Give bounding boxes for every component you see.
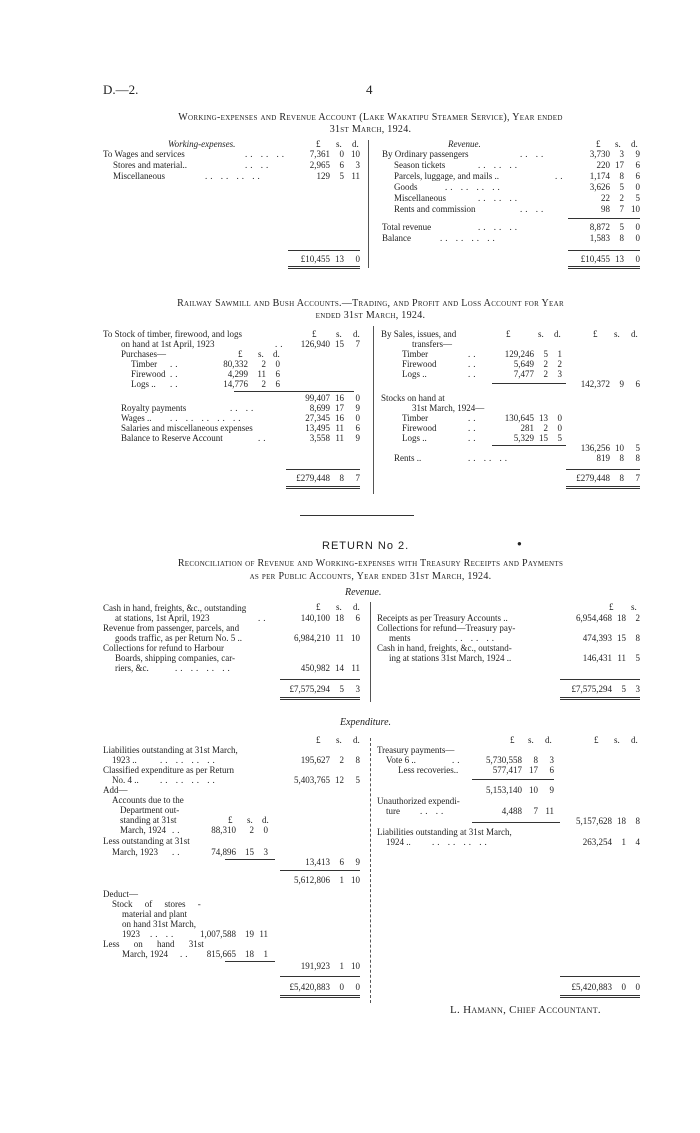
s4-acc-l2: Department out-: [120, 805, 180, 815]
s2-item-d-3: 9: [355, 433, 360, 443]
s1-right-d-2: 6: [635, 171, 640, 181]
s3-right-1-d: 8: [635, 633, 640, 643]
s4-ded-s: 19: [245, 929, 254, 939]
s2-item-p-1: 27,345: [305, 413, 330, 423]
s1-right-label-4: Miscellaneous: [394, 193, 446, 203]
s4-liab-r-p: 263,254: [582, 837, 612, 847]
s1-right-label-2: Parcels, luggage, and mails ..: [394, 171, 499, 181]
s2-rents-label: Rents ..: [394, 453, 422, 463]
s2-title-line2: ended 31st March, 1924.: [315, 310, 426, 321]
s4-tp-total-p: 5,157,628: [576, 816, 612, 826]
s1-l-cur-d: d.: [352, 139, 359, 149]
s3-right-2-d: 5: [635, 653, 640, 663]
s4-ded-d: 11: [259, 929, 268, 939]
s1-left-s-1: 6: [339, 160, 344, 170]
s4-vote-p: 5,730,558: [486, 755, 522, 765]
s2-item-s-1: 16: [335, 413, 344, 423]
s4-sub-d: 10: [351, 875, 360, 885]
s1-left-d-1: 3: [355, 160, 360, 170]
s4-total-left-s: 0: [339, 982, 344, 992]
doc-reference: D.—2.: [103, 82, 139, 97]
s1-total-rev-label: Total revenue: [382, 222, 432, 232]
s2-sales-label-2: Logs ..: [402, 369, 427, 379]
s2-sales-label-1: Firewood: [402, 359, 437, 369]
s2-item-p-2: 13,495: [305, 423, 330, 433]
s4-sub-s: 1: [339, 875, 344, 885]
s3-right-2-l1: Cash in hand, freights, &c., outstand-: [377, 643, 512, 653]
s4-acc-cur-d: d.: [262, 815, 269, 825]
s3-left-0-l2: at stations, 1st April, 1923: [115, 613, 210, 623]
s4-acc-l4: March, 1924: [120, 825, 166, 835]
s1-left-p-0: 7,361: [309, 149, 330, 159]
s4-acc-d: 0: [263, 825, 268, 835]
s4-total-right-p: £5,420,883: [571, 982, 612, 992]
s4-tp-total-s: 18: [617, 816, 626, 826]
s2-pur-cur-d: d.: [273, 349, 280, 359]
s4-unauth-d: 11: [545, 806, 554, 816]
s4-sub-p: 5,612,806: [294, 875, 330, 885]
s3-total-left-p: £7,575,294: [289, 684, 330, 694]
s3-left-1-p: 6,984,210: [294, 633, 330, 643]
s2-pur-cur-s: s.: [258, 349, 264, 359]
s2-total-right-d: 7: [635, 473, 640, 483]
s2-sales-s-2: 2: [543, 369, 548, 379]
s3-right-1-l1: Collections for refund—Treasury pay-: [377, 623, 516, 633]
s3-left-0-l1: Cash in hand, freights, &c., outstanding: [103, 603, 247, 613]
s3-total-right-s: 5: [621, 684, 626, 694]
s2-sales-s-0: 5: [543, 349, 548, 359]
s4-liab-p: 195,627: [300, 755, 330, 765]
s1-right-d-3: 0: [635, 182, 640, 192]
s4-less-l1: Less outstanding at 31st: [103, 836, 190, 846]
s1-right-p-1: 220: [596, 160, 610, 170]
s4-total-left-p: £5,420,883: [289, 982, 330, 992]
s3-left-1-s: 11: [335, 633, 344, 643]
s4-liab-l2: 1923 ..: [112, 755, 137, 765]
s2-item-s-0: 17: [335, 403, 344, 413]
s4-r-cur-p: £: [594, 735, 599, 745]
s1-right-label-3: Goods: [394, 182, 418, 192]
s2-stock-p: 126,940: [300, 339, 330, 349]
s2-stock-s: 15: [335, 339, 344, 349]
s3-left-0-d: 6: [355, 613, 360, 623]
s2-pur-total-s: 16: [335, 393, 344, 403]
s1-left-d-2: 11: [351, 171, 360, 181]
s2-rents-d: 8: [635, 453, 640, 463]
s1-title-line2: 31st March, 1924.: [329, 124, 412, 135]
s1-balance-s: 8: [619, 233, 624, 243]
s4-m-cur-d: d.: [545, 735, 552, 745]
s4-ded-net-d: 10: [351, 961, 360, 971]
s4-ded-l2: material and plant: [122, 909, 187, 919]
s3-right-2-p: 146,431: [582, 653, 612, 663]
s4-ded-l3: on hand 31st March,: [122, 919, 196, 929]
s2-stocks-total-p: 136,256: [580, 443, 610, 453]
s1-right-s-5: 7: [619, 204, 624, 214]
s4-rec-p: 577,417: [492, 765, 522, 775]
s4-subheading: Expenditure.: [340, 717, 392, 728]
s4-rec-d: 6: [549, 765, 554, 775]
s2-total-right-p: £279,448: [576, 473, 610, 483]
s3-right-1-p: 474,393: [582, 633, 612, 643]
s1-r-cur-d: d.: [631, 139, 638, 149]
s3-subheading: Revenue.: [345, 587, 382, 598]
s2-pur-p-1: 4,299: [227, 369, 248, 379]
s4-rec-s: 17: [529, 765, 538, 775]
s1-right-label-0: By Ordinary passengers: [382, 149, 469, 159]
s3-left-1-l2: goods traffic, as per Return No. 5 ..: [115, 633, 243, 643]
s4-acc-s: 2: [249, 825, 254, 835]
s2-total-right-s: 8: [619, 473, 624, 483]
s4-unauth-p: 4,488: [501, 806, 522, 816]
s1-right-p-0: 3,730: [589, 149, 610, 159]
s4-ded-l1: Stock of stores -: [112, 899, 201, 909]
s4-net-d: 9: [355, 857, 360, 867]
s1-title-line1: Working-expenses and Revenue Account (Lake Wakatipu Steamer Service), Year ended: [178, 112, 563, 123]
s4-tp: Treasury payments—: [377, 745, 455, 755]
s2-stocks-total-s: 10: [615, 443, 624, 453]
s2-pur-d-2: 6: [275, 379, 280, 389]
s3-left-2-p: 450,982: [300, 663, 330, 673]
s2-stocks-label-2: Logs ..: [402, 433, 427, 443]
s4-liab-r-l2: 1924 ..: [386, 837, 411, 847]
s2-item-label-0: Royalty payments: [121, 403, 187, 413]
s1-left-d-0: 10: [351, 149, 360, 159]
s2-stocks-d-1: 0: [557, 423, 562, 433]
s2-sales-p-1: 5,649: [513, 359, 534, 369]
s2-pur-total-p: 99,407: [305, 393, 330, 403]
s1-left-label-2: Miscellaneous: [113, 171, 165, 181]
s1-left-label-0: To Wages and services: [103, 149, 185, 159]
s2-sales-l1: By Sales, issues, and: [381, 329, 457, 339]
s4-deduct: Deduct—: [103, 889, 138, 899]
s4-ded-less-l1: Less on hand 31st: [103, 939, 204, 949]
s4-rec-label: Less recoveries..: [398, 765, 459, 775]
s3-left-1-d: 10: [351, 633, 360, 643]
s2-sales-s-1: 2: [543, 359, 548, 369]
s3-left-2-l2: Boards, shipping companies, car-: [115, 653, 236, 663]
return-title: RETURN No 2.: [322, 540, 410, 552]
s4-ded-less-d: 1: [263, 949, 268, 959]
s1-right-p-5: 98: [601, 204, 610, 214]
s3-right-1-s: 15: [617, 633, 626, 643]
s2-item-d-0: 9: [355, 403, 360, 413]
s2-rents-s: 8: [619, 453, 624, 463]
s2-stock-d: 7: [355, 339, 360, 349]
s1-right-p-3: 3,626: [589, 182, 610, 192]
s1-left-p-1: 2,965: [309, 160, 330, 170]
s2-sales-d-1: 2: [557, 359, 562, 369]
s3-total-left-s: 5: [339, 684, 344, 694]
signature: L. Hamann, Chief Accountant.: [450, 1004, 601, 1016]
s4-ded-l4: 1923: [122, 929, 140, 939]
s3-left-1-l1: Revenue from passenger, parcels, and: [103, 623, 240, 633]
s4-less-s: 15: [245, 847, 254, 857]
s1-right-d-4: 5: [635, 193, 640, 203]
page-number: 4: [366, 82, 373, 97]
s1-total-left-p: £10,455: [300, 254, 330, 264]
s4-ded-less-l2: March, 1924: [122, 949, 168, 959]
s4-less-l2: March, 1923: [112, 847, 158, 857]
s2-stock-l2: on hand at 1st April, 1923: [121, 339, 215, 349]
s4-vote-net-p: 5,153,140: [486, 785, 522, 795]
s2-stocks-p-1: 281: [520, 423, 534, 433]
s4-class-l2: No. 4 ..: [112, 775, 139, 785]
s1-right-s-3: 5: [619, 182, 624, 192]
s4-ded-net-p: 191,923: [300, 961, 330, 971]
s3-left-2-l3: riers, &c.: [115, 663, 149, 673]
s4-acc-cur-s: s.: [247, 815, 253, 825]
s1-right-p-4: 22: [601, 193, 610, 203]
s2-stocks-total-d: 5: [635, 443, 640, 453]
s2-stocks-p-2: 5,329: [513, 433, 534, 443]
s1-total-left-d: 0: [355, 254, 360, 264]
s4-less-p: 74,896: [211, 847, 236, 857]
s2-stocks-d-2: 5: [557, 433, 562, 443]
s2-sales-d-0: 1: [557, 349, 562, 359]
s2-item-s-2: 11: [335, 423, 344, 433]
s4-class-p: 5,403,765: [294, 775, 330, 785]
s2-item-d-2: 6: [355, 423, 360, 433]
s2-item-p-0: 8,699: [309, 403, 330, 413]
s2-stocks-s-1: 2: [543, 423, 548, 433]
s2-stocks-l2: 31st March, 1924—: [412, 403, 485, 413]
s4-liab-l1: Liabilities outstanding at 31st March,: [103, 745, 238, 755]
s3-left-2-l1: Collections for refund to Harbour: [103, 643, 224, 653]
s2-item-label-2: Salaries and miscellaneous expenses: [121, 423, 253, 433]
s1-left-heading: Working-expenses.: [168, 139, 236, 149]
s2-purchases: Purchases—: [121, 349, 166, 359]
s1-balance-p: 1,583: [589, 233, 610, 243]
s4-total-right-d: 0: [635, 982, 640, 992]
s1-total-rev-p: 8,872: [589, 222, 610, 232]
s4-ded-p: 1,007,588: [200, 929, 236, 939]
s2-sales-total-s: 9: [619, 379, 624, 389]
s2-total-left-d: 7: [355, 473, 360, 483]
s3-title-line2: as per Public Accounts, Year ended 31st March, 1924.: [249, 571, 492, 582]
s3-title-line1: Reconciliation of Revenue and Working-expenses with Treasury Receipts and Payments: [177, 558, 564, 569]
s4-vote-net-s: 10: [529, 785, 538, 795]
s4-vote-net-d: 9: [549, 785, 554, 795]
s4-r-cur-s: s.: [614, 735, 620, 745]
s1-right-d-0: 9: [635, 149, 640, 159]
s3-right-0-s: 18: [617, 613, 626, 623]
s4-m-cur-s: s.: [528, 735, 534, 745]
s4-acc-l3: standing at 31st: [120, 815, 177, 825]
s2-stocks-l1: Stocks on hand at: [381, 393, 445, 403]
s2-stocks-d-0: 0: [557, 413, 562, 423]
s2-pur-s-1: 11: [257, 369, 266, 379]
s4-class-l1: Classified expenditure as per Return: [103, 765, 234, 775]
s3-total-right-p: £7,575,294: [571, 684, 612, 694]
s2-pur-d-0: 0: [275, 359, 280, 369]
s2-pur-label-2: Logs ..: [131, 379, 156, 389]
s1-right-s-0: 3: [619, 149, 624, 159]
s3-right-0-d: 2: [635, 613, 640, 623]
s2-sales-d-2: 3: [557, 369, 562, 379]
s1-l-cur-p: £: [316, 139, 321, 149]
s3-left-2-d: 11: [351, 663, 360, 673]
s2-pur-label-0: Timber: [131, 359, 158, 369]
s4-liab-s: 2: [339, 755, 344, 765]
s1-right-d-5: 10: [631, 204, 640, 214]
s1-l-cur-s: s.: [336, 139, 342, 149]
s2-item-label-3: Balance to Reserve Account: [121, 433, 223, 443]
s2-sales-p-2: 7,477: [513, 369, 534, 379]
s2-sales-l2: transfers—: [412, 339, 452, 349]
s1-r-cur-p: £: [596, 139, 601, 149]
s2-pur-p-0: 80,332: [223, 359, 248, 369]
s2-item-p-3: 3,558: [309, 433, 330, 443]
s2-item-d-1: 0: [355, 413, 360, 423]
s1-left-s-2: 5: [339, 171, 344, 181]
s4-acc-l1: Accounts due to the: [112, 795, 184, 805]
s2-stocks-s-2: 15: [539, 433, 548, 443]
s4-ded-less-s: 18: [245, 949, 254, 959]
s4-liab-d: 8: [355, 755, 360, 765]
s4-l-cur-s: s.: [336, 735, 342, 745]
s2-rents-p: 819: [596, 453, 610, 463]
s3-total-left-d: 3: [355, 684, 360, 694]
s2-sales-total-p: 142,372: [580, 379, 610, 389]
s1-left-s-0: 0: [339, 149, 344, 159]
s1-total-left-s: 13: [335, 254, 344, 264]
s1-total-rev-s: 5: [619, 222, 624, 232]
s3-right-1-l2: ments: [389, 633, 411, 643]
s1-r-cur-s: s.: [615, 139, 621, 149]
s4-ded-net-s: 1: [339, 961, 344, 971]
s4-vote-label: Vote 6 ..: [386, 755, 416, 765]
s4-less-d: 3: [263, 847, 268, 857]
s3-right-0-p: 6,954,468: [576, 613, 612, 623]
s1-right-s-1: 17: [615, 160, 624, 170]
s2-stock-l1: To Stock of timber, firewood, and logs: [103, 329, 242, 339]
s4-unauth-s: 7: [533, 806, 538, 816]
s2-title-line1: Railway Sawmill and Bush Accounts.—Trading, and Profit and Loss Account for Year: [177, 298, 564, 309]
s2-pur-total-d: 0: [355, 393, 360, 403]
s4-net-s: 6: [339, 857, 344, 867]
s1-balance-label: Balance: [382, 233, 411, 243]
s1-total-right-d: 0: [635, 254, 640, 264]
s3-left-0-s: 18: [335, 613, 344, 623]
s2-item-s-3: 11: [335, 433, 344, 443]
s4-m-cur-p: £: [510, 735, 515, 745]
s4-vote-d: 3: [549, 755, 554, 765]
s2-stocks-p-0: 130,645: [504, 413, 534, 423]
s4-tp-total-d: 8: [635, 816, 640, 826]
s4-total-right-s: 0: [621, 982, 626, 992]
s1-total-right-s: 13: [615, 254, 624, 264]
s1-right-label-1: Season tickets: [394, 160, 446, 170]
s4-liab-r-d: 4: [635, 837, 640, 847]
s1-right-label-5: Rents and commission: [394, 204, 476, 214]
s2-item-label-1: Wages ..: [121, 413, 152, 423]
s4-l-cur-p: £: [316, 735, 321, 745]
s1-right-s-2: 8: [619, 171, 624, 181]
s1-right-p-2: 1,174: [589, 171, 610, 181]
s3-right-2-l2: ing at stations 31st March, 1924 ..: [389, 653, 512, 663]
s1-right-heading: Revenue.: [448, 139, 481, 149]
s2-total-left-p: £279,448: [296, 473, 330, 483]
s1-total-right-p: £10,455: [580, 254, 610, 264]
s4-acc-cur-p: £: [228, 815, 233, 825]
s4-vote-s: 8: [533, 755, 538, 765]
s2-pur-s-0: 2: [261, 359, 266, 369]
s1-balance-d: 0: [635, 233, 640, 243]
s4-liab-r-l1: Liabilities outstanding at 31st March,: [377, 827, 512, 837]
s4-unauth-l1: Unauthorized expendi-: [377, 796, 460, 806]
s1-left-label-1: Stores and material..: [113, 160, 187, 170]
s4-acc-p: 88,310: [211, 825, 236, 835]
s2-pur-label-1: Firewood: [131, 369, 166, 379]
s4-ded-less-p: 815,665: [206, 949, 236, 959]
s4-class-s: 12: [335, 775, 344, 785]
s4-unauth-l2: ture: [386, 806, 400, 816]
s2-sales-p-0: 129,246: [504, 349, 534, 359]
s4-total-left-d: 0: [355, 982, 360, 992]
s2-pur-s-2: 2: [261, 379, 266, 389]
s2-total-left-s: 8: [339, 473, 344, 483]
s2-pur-d-1: 6: [275, 369, 280, 379]
s3-left-0-p: 140,100: [300, 613, 330, 623]
s2-pur-p-2: 14,776: [223, 379, 248, 389]
s2-sales-label-0: Timber: [402, 349, 429, 359]
s4-add: Add—: [103, 785, 128, 795]
s2-stocks-label-0: Timber: [402, 413, 429, 423]
s3-right-0-l1: Receipts as per Treasury Accounts ..: [377, 613, 508, 623]
s2-pur-cur-p: £: [238, 349, 243, 359]
s1-total-rev-d: 0: [635, 222, 640, 232]
s1-right-s-4: 2: [619, 193, 624, 203]
s1-right-d-1: 6: [635, 160, 640, 170]
s3-left-2-s: 14: [335, 663, 344, 673]
s3-right-2-s: 11: [617, 653, 626, 663]
s2-stocks-label-1: Firewood: [402, 423, 437, 433]
s4-l-cur-d: d.: [353, 735, 360, 745]
s4-net-p: 13,413: [305, 857, 330, 867]
s1-left-p-2: 129: [316, 171, 330, 181]
s2-sales-total-d: 6: [635, 379, 640, 389]
s4-liab-r-s: 1: [621, 837, 626, 847]
s4-r-cur-d: d.: [631, 735, 638, 745]
s4-class-d: 5: [355, 775, 360, 785]
s3-total-right-d: 3: [635, 684, 640, 694]
s2-stocks-s-0: 13: [539, 413, 548, 423]
